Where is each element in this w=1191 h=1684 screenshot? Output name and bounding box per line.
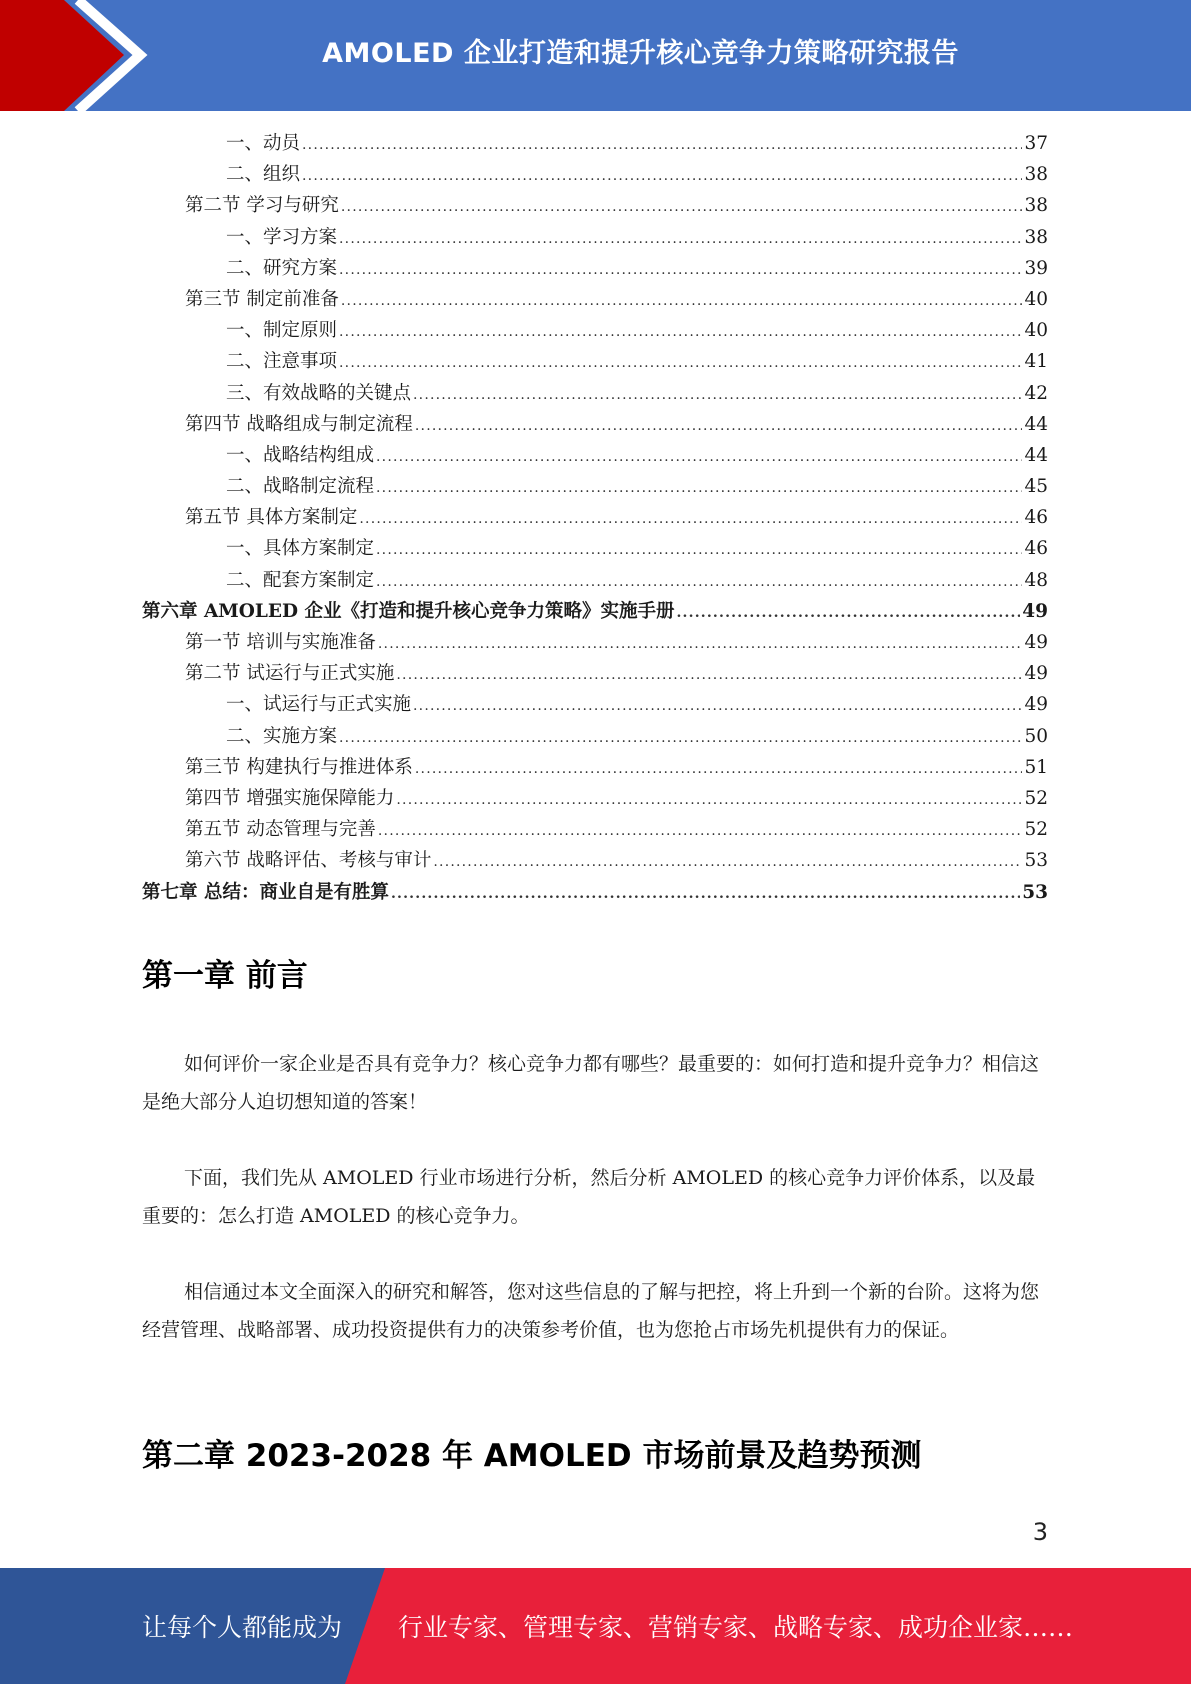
- toc-entry-label: 第五节 动态管理与完善: [185, 819, 376, 841]
- toc-entry-label: 第三节 构建执行与推进体系: [185, 756, 413, 778]
- toc-entry[interactable]: [142, 315, 1048, 346]
- toc-entry[interactable]: [142, 689, 1048, 720]
- toc-entry-page: 39: [1024, 257, 1048, 279]
- toc-dot-leader: [376, 567, 1022, 598]
- toc-dot-leader: [341, 192, 1023, 223]
- toc-dot-leader: [341, 286, 1023, 317]
- toc-entry[interactable]: [142, 284, 1048, 315]
- toc-entry-page: 44: [1024, 413, 1048, 435]
- toc-entry[interactable]: [142, 128, 1048, 159]
- toc-dot-leader: [378, 629, 1023, 660]
- toc-entry-page: 40: [1024, 288, 1048, 310]
- toc-entry-page: 38: [1024, 164, 1048, 186]
- toc-dot-leader: [339, 317, 1022, 348]
- toc-entry[interactable]: [142, 752, 1048, 783]
- toc-entry-page: 44: [1024, 444, 1048, 466]
- toc-entry[interactable]: [142, 471, 1048, 502]
- toc-entry[interactable]: [142, 409, 1048, 440]
- toc-entry[interactable]: [142, 378, 1048, 409]
- toc-entry[interactable]: [142, 658, 1048, 689]
- toc-entry-label: 第四节 战略组成与制定流程: [185, 413, 413, 435]
- toc-entry-label: 二、配套方案制定: [226, 569, 375, 591]
- page-footer: [0, 1568, 1191, 1684]
- chapter-1-paragraph-3: 相信通过本文全面深入的研究和解答，您对这些信息的了解与把控，将上升到一个新的台阶。这将为您经营管理、战略部署、成功投资提供有力的决策参考价值，也为您抢占市场先机提供有力的保证。: [142, 1281, 1040, 1341]
- toc-entry-page: 51: [1024, 756, 1048, 778]
- toc-entry-label: 第二节 试运行与正式实施: [185, 663, 395, 685]
- toc-entry-label: 一、制定原则: [226, 320, 338, 342]
- toc-entry[interactable]: [142, 814, 1048, 845]
- toc-entry-label: 第三节 制定前准备: [185, 288, 339, 310]
- toc-entry-label: 二、组织: [226, 164, 301, 186]
- table-of-contents: [142, 128, 1048, 908]
- toc-entry-page: 46: [1024, 507, 1048, 529]
- page-header: [0, 0, 1191, 111]
- toc-entry[interactable]: [142, 253, 1048, 284]
- toc-entry[interactable]: [142, 565, 1048, 596]
- chapter-1-heading: 第一章 前言: [142, 958, 308, 994]
- toc-entry-label: 三、有效战略的关键点: [226, 382, 412, 404]
- toc-entry-label: 一、战略结构组成: [226, 444, 375, 466]
- toc-entry-page: 50: [1024, 725, 1048, 747]
- toc-entry-label: 第一节 培训与实施准备: [185, 632, 376, 653]
- toc-dot-leader: [676, 598, 1020, 629]
- toc-entry-label: 第五节 具体方案制定: [185, 507, 358, 529]
- toc-entry-page: 40: [1024, 320, 1048, 342]
- toc-entry-label: 二、战略制定流程: [226, 476, 375, 498]
- toc-entry-page: 48: [1024, 569, 1048, 591]
- toc-dot-leader: [376, 535, 1022, 566]
- toc-entry-label: 二、注意事项: [226, 351, 338, 373]
- toc-entry-page: 41: [1024, 351, 1048, 373]
- toc-entry-label: 第七章 总结：商业自是有胜算: [142, 881, 389, 903]
- toc-dot-leader: [302, 130, 1022, 161]
- toc-dot-leader: [339, 723, 1022, 754]
- toc-entry[interactable]: [142, 533, 1048, 564]
- toc-dot-leader: [376, 473, 1022, 504]
- toc-entry-page: 38: [1024, 226, 1048, 248]
- toc-entry-page: 49: [1022, 600, 1048, 622]
- toc-entry-page: 53: [1024, 850, 1048, 872]
- toc-dot-leader: [339, 224, 1022, 255]
- toc-entry[interactable]: [142, 877, 1048, 908]
- toc-dot-leader: [339, 348, 1022, 379]
- toc-entry-label: 第二节 学习与研究: [185, 195, 339, 217]
- toc-entry-page: 52: [1024, 819, 1048, 841]
- toc-entry-label: 二、研究方案: [226, 257, 338, 279]
- toc-dot-leader: [415, 411, 1023, 442]
- toc-entry[interactable]: [142, 596, 1048, 627]
- toc-dot-leader: [415, 754, 1023, 785]
- toc-entry-page: 53: [1022, 881, 1048, 903]
- toc-entry-label: 一、试运行与正式实施: [226, 694, 412, 716]
- toc-dot-leader: [359, 504, 1022, 535]
- toc-dot-leader: [413, 380, 1022, 411]
- toc-entry[interactable]: [142, 159, 1048, 190]
- toc-entry[interactable]: [142, 845, 1048, 876]
- toc-entry-label: 二、实施方案: [226, 725, 338, 747]
- red-chevron-icon: [0, 0, 150, 111]
- chapter-1-paragraph-1: 如何评价一家企业是否具有竞争力？核心竞争力都有哪些？最重要的：如何打造和提升竞争力？相信这是绝大部分人迫切想知道的答案！: [142, 1053, 1040, 1113]
- page-number: 3: [1032, 1518, 1048, 1546]
- toc-entry[interactable]: [142, 502, 1048, 533]
- footer-slogan-left: 让每个人都能成为: [142, 1613, 343, 1642]
- toc-entry[interactable]: [142, 190, 1048, 221]
- report-title: AMOLED 企业打造和提升核心竞争力策略研究报告: [322, 37, 959, 69]
- toc-entry-page: 38: [1024, 195, 1048, 217]
- toc-dot-leader: [413, 691, 1022, 722]
- toc-entry[interactable]: [142, 440, 1048, 471]
- toc-entry-page: 42: [1024, 382, 1048, 404]
- toc-entry-page: 49: [1024, 663, 1048, 685]
- toc-dot-leader: [339, 255, 1022, 286]
- toc-entry[interactable]: [142, 721, 1048, 752]
- chapter-2-heading: 第二章 2023-2028 年 AMOLED 市场前景及趋势预测: [142, 1438, 922, 1474]
- toc-entry[interactable]: [142, 783, 1048, 814]
- toc-entry[interactable]: [142, 222, 1048, 253]
- toc-entry-page: 46: [1024, 538, 1048, 560]
- footer-slogan-right: 行业专家、管理专家、营销专家、战略专家、成功企业家……: [398, 1613, 1074, 1642]
- toc-dot-leader: [396, 660, 1022, 691]
- toc-entry-label: 第六节 战略评估、考核与审计: [185, 850, 432, 872]
- toc-entry-label: 一、动员: [226, 133, 301, 154]
- toc-dot-leader: [433, 847, 1022, 878]
- toc-entry-page: 49: [1024, 694, 1048, 716]
- toc-dot-leader: [302, 161, 1022, 192]
- toc-entry-page: 49: [1024, 632, 1048, 653]
- toc-entry[interactable]: [142, 346, 1048, 377]
- toc-entry-label: 一、学习方案: [226, 226, 338, 248]
- toc-entry-label: 第六章 AMOLED 企业《打造和提升核心竞争力策略》实施手册: [142, 600, 675, 622]
- toc-entry-page: 52: [1024, 787, 1048, 809]
- chapter-1-paragraph-2: 下面，我们先从 AMOLED 行业市场进行分析，然后分析 AMOLED 的核心竞争力评价体系，以及最重要的：怎么打造 AMOLED 的核心竞争力。: [142, 1167, 1036, 1227]
- toc-entry-label: 一、具体方案制定: [226, 538, 375, 560]
- toc-entry[interactable]: [142, 627, 1048, 658]
- toc-dot-leader: [391, 879, 1020, 910]
- toc-entry-page: 37: [1024, 133, 1048, 154]
- toc-entry-label: 第四节 增强实施保障能力: [185, 787, 395, 809]
- toc-dot-leader: [396, 785, 1022, 816]
- toc-entry-page: 45: [1024, 476, 1048, 498]
- toc-dot-leader: [376, 442, 1022, 473]
- toc-dot-leader: [378, 816, 1023, 847]
